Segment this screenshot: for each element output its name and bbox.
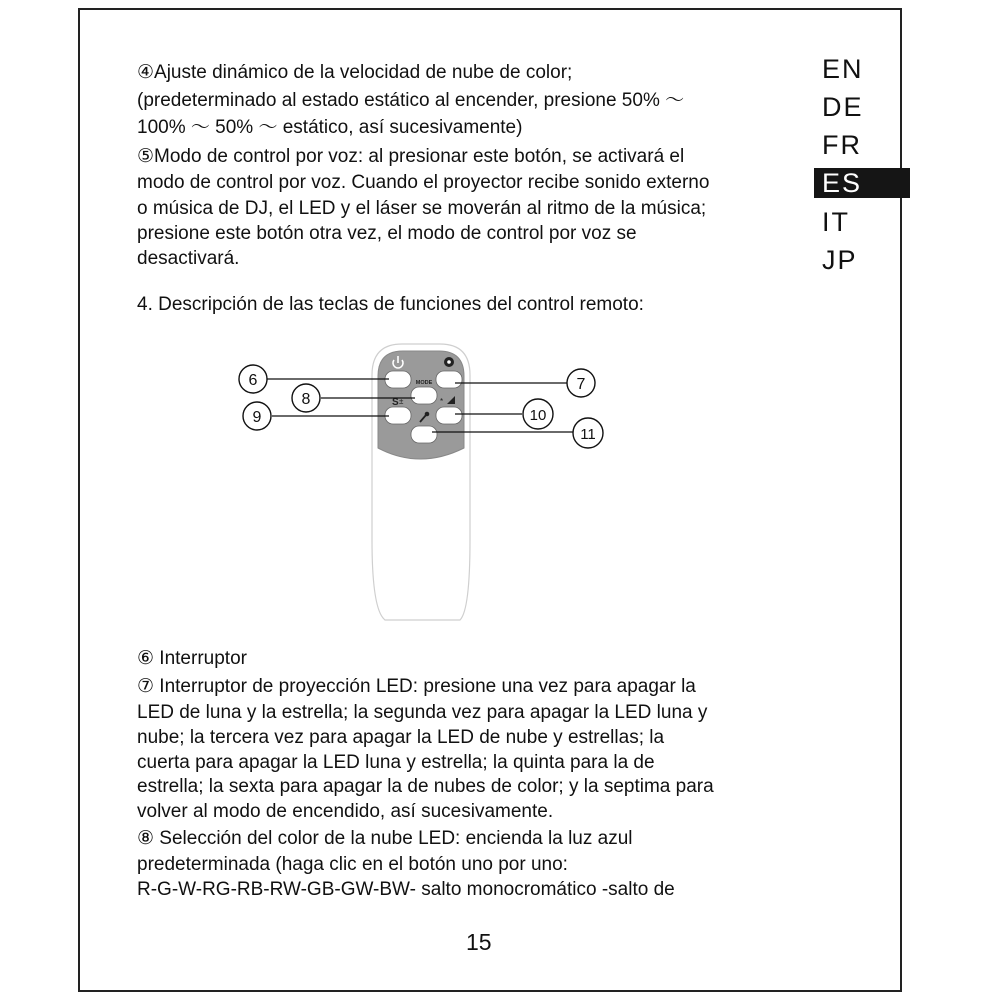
lang-de[interactable]: DE <box>822 92 864 122</box>
lang-it[interactable]: IT <box>822 207 850 237</box>
desc-line: ⑧ Selección del color de la nube LED: encienda la luz azul <box>137 828 633 849</box>
desc-line: predeterminada (haga clic en el botón uno por uno: <box>137 854 568 875</box>
intro-line: ⑤Modo de control por voz: al presionar este botón, se activará el <box>137 146 685 167</box>
callout-7-label: 7 <box>576 376 586 393</box>
callout-11-label: 11 <box>580 426 596 443</box>
callout-10-label: 10 <box>529 407 547 424</box>
callout-7 <box>567 369 595 397</box>
callout-8 <box>292 384 320 412</box>
callout-9-label: 9 <box>252 409 262 426</box>
desc-line: cuerta para apagar la LED luna y estrella; la quinta para la de <box>137 752 655 773</box>
speed-button <box>436 407 462 424</box>
callout-11 <box>573 418 603 448</box>
intro-line: desactivará. <box>137 248 240 269</box>
intro-line: ④Ajuste dinámico de la velocidad de nube de color; <box>137 62 573 83</box>
voice-button <box>411 426 437 443</box>
intro-line: o música de DJ, el LED y el láser se moverán al ritmo de la música; <box>137 198 707 219</box>
lang-en[interactable]: EN <box>822 54 864 84</box>
desc-line: R-G-W-RG-RB-RW-GB-GW-BW- salto monocromático -salto de <box>137 879 675 900</box>
page-number: 15 <box>466 929 492 955</box>
desc-line: LED de luna y la estrella; la segunda vez para apagar la LED luna y <box>137 702 708 723</box>
svg-text:S: S <box>392 397 399 408</box>
lang-es-active[interactable]: ES <box>814 168 910 198</box>
callout-9 <box>243 402 271 430</box>
lang-fr[interactable]: FR <box>822 130 862 160</box>
desc-line: ⑥ Interruptor <box>137 648 247 669</box>
callout-6 <box>239 365 267 393</box>
section-title: 4. Descripción de las teclas de funciones del control remoto: <box>137 294 644 315</box>
intro-line: presione este botón otra vez, el modo de control por voz se <box>137 223 637 244</box>
callout-6-label: 6 <box>248 372 258 389</box>
mode-label: MODE <box>415 380 433 386</box>
desc-line: ⑦ Interruptor de proyección LED: presione una vez para apagar la <box>137 676 696 697</box>
callout-10 <box>523 399 553 429</box>
svg-text:*: * <box>440 397 444 406</box>
desc-line: volver al modo de encendido, así sucesivamente. <box>137 801 554 822</box>
lang-jp[interactable]: JP <box>822 245 858 275</box>
intro-line: (predeterminado al estado estático al encender, presione 50% ～ <box>137 90 685 111</box>
callout-8-label: 8 <box>301 391 311 408</box>
svg-text:±: ± <box>399 397 404 406</box>
mode-button <box>411 387 437 404</box>
projection-button <box>436 371 462 388</box>
intro-line: 100% ～ 50% ～ estático, así sucesivamente) <box>137 117 523 138</box>
projection-icon <box>444 357 454 367</box>
desc-line: estrella; la sexta para apagar la de nubes de color; y la septima para <box>137 776 714 797</box>
desc-line: nube; la tercera vez para apagar la LED de nube y estrellas; la <box>137 727 665 748</box>
intro-line: modo de control por voz. Cuando el proyector recibe sonido externo <box>137 172 710 193</box>
